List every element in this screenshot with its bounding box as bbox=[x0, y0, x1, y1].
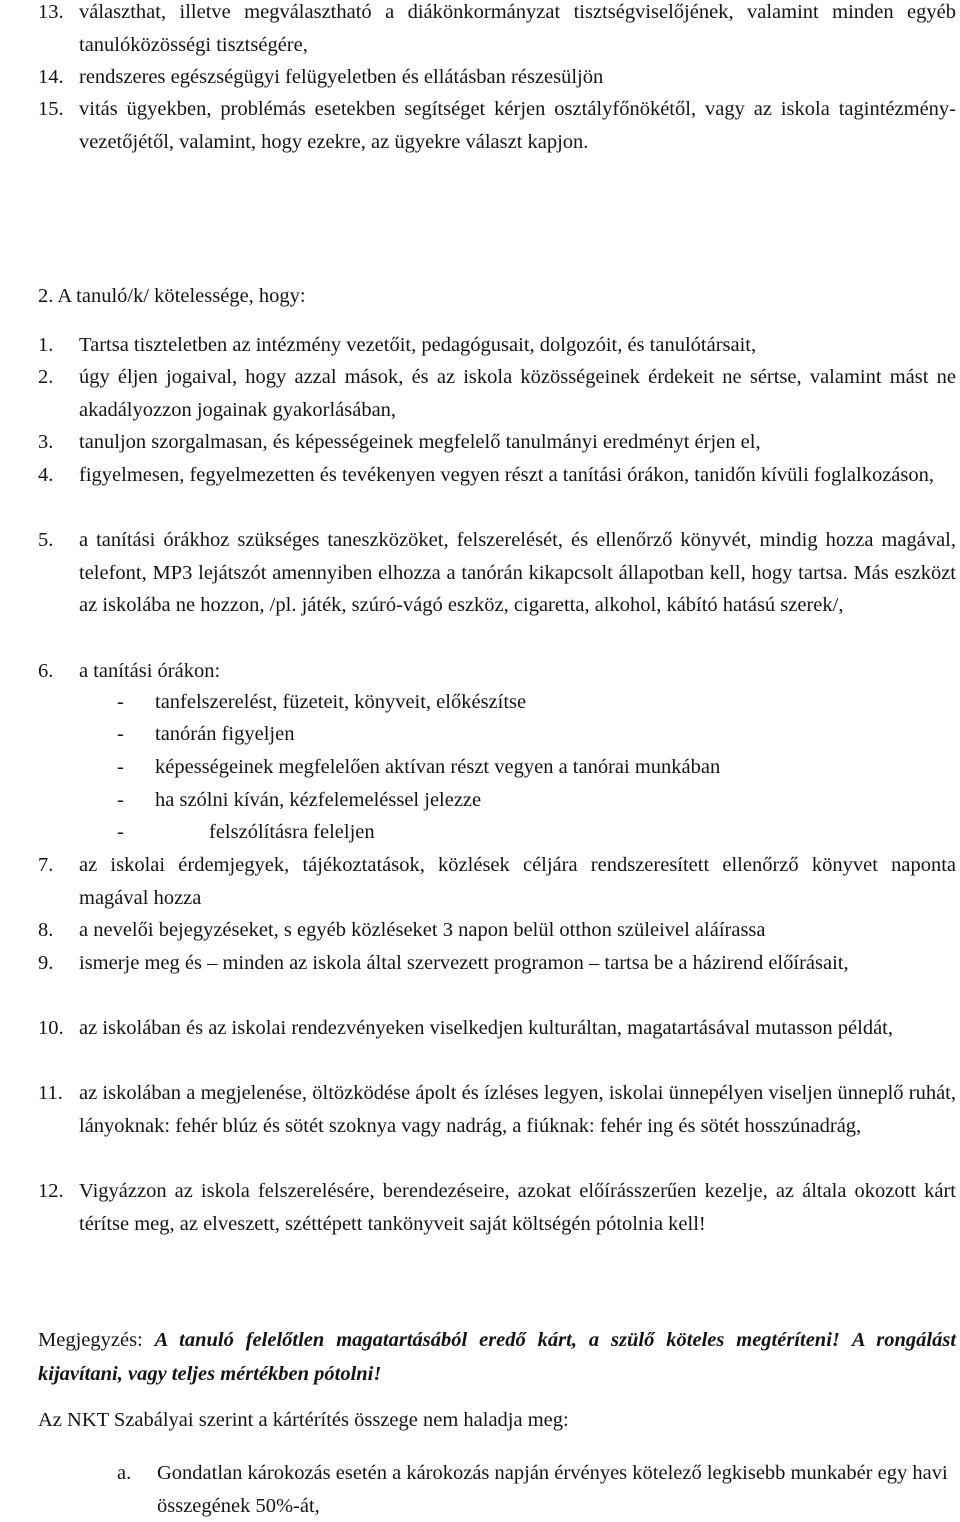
duty-item-7 bbox=[38, 849, 956, 914]
duty-item-1 bbox=[38, 329, 956, 362]
duty-item-6 bbox=[38, 655, 956, 688]
item-number: 14. bbox=[38, 66, 64, 88]
item-text: a tanítási órákon: bbox=[79, 660, 221, 682]
item-text: az iskolában és az iskolai rendezvényeken viselkedjen kulturáltan, magatartásával mutasson példát, bbox=[79, 1017, 894, 1039]
item-text: a tanítási órákhoz szükséges taneszközöket, felszerelését, és ellenőrző könyvét, mindig hozza magával, telefont, MP3 lejátszót amennyiben elhozza a tanórán kikapcsolt állapotban kell, hogy tartsa. Más eszközt az iskolába ne hozzon, /pl. játék, szúró-vágó eszköz, cigaretta, alkohol, kábító hatású szerek/, bbox=[79, 529, 956, 616]
item-text: figyelmesen, fegyelmezetten és tevékenyen vegyen részt a tanítási órákon, tanidőn kívüli foglalkozáson, bbox=[79, 464, 935, 486]
item-text: az iskolában a megjelenése, öltözködése ápolt és ízléses legyen, iskolai ünnepélyen viseljen ünneplő ruhát, lányoknak: fehér blúz és sötét szoknya vagy nadrág, a fiúknak: fehér ing és sötét hosszúnadrág, bbox=[79, 1082, 956, 1137]
duty-item-5 bbox=[38, 524, 956, 622]
item-number: 2. bbox=[38, 366, 54, 388]
item-text: Gondatlan károkozás esetén a károkozás napján érvényes kötelező legkisebb munkabér egy havi összegének 50%-át, bbox=[157, 1462, 948, 1517]
note-label: Megjegyzés: bbox=[38, 1329, 143, 1351]
item-text: a nevelői bejegyzéseket, s egyéb közléseket 3 napon belül otthon szüleivel aláírassa bbox=[79, 919, 766, 941]
rule-text: képességeinek megfelelően aktívan részt vegyen a tanórai munkában bbox=[155, 756, 721, 778]
item-number: 7. bbox=[38, 854, 54, 876]
duty-item-2 bbox=[38, 361, 956, 426]
item-number: 15. bbox=[38, 98, 64, 120]
damage-note bbox=[38, 1323, 956, 1391]
duty-item-4 bbox=[38, 459, 956, 492]
item-text: ismerje meg és – minden az iskola által szervezett programon – tartsa be a házirend előírásait, bbox=[79, 952, 849, 974]
item-number: 8. bbox=[38, 919, 54, 941]
item-number: 10. bbox=[38, 1017, 64, 1039]
item-number: 13. bbox=[38, 1, 64, 23]
section-heading: 2. A tanuló/k/ kötelessége, hogy: bbox=[38, 285, 306, 307]
duty-item-11 bbox=[38, 1077, 956, 1142]
item-number: 9. bbox=[38, 952, 54, 974]
item-text: tanuljon szorgalmasan, és képességeinek megfelelő tanulmányi eredményt érjen el, bbox=[79, 431, 761, 453]
nkt-item-a bbox=[117, 1457, 957, 1522]
item-text: vitás ügyekben, problémás esetekben segítséget kérjen osztályfőnökétől, vagy az iskola tagintézmény-vezetőjétől, valamint, hogy ezekre, az ügyekre választ kapjon. bbox=[79, 98, 956, 153]
item-text: Vigyázzon az iskola felszerelésére, berendezéseire, azokat előírásszerűen kezelje, az általa okozott kárt térítse meg, az elveszett, széttépett tankönyveit saját költségén pótolnia kell! bbox=[79, 1180, 956, 1235]
item-number: 3. bbox=[38, 431, 54, 453]
item-text: Tartsa tiszteletben az intézmény vezetőit, pedagógusait, dolgozóit, és tanulótársait, bbox=[79, 334, 757, 356]
rights-item-14 bbox=[38, 61, 956, 94]
item-number: 6. bbox=[38, 660, 54, 682]
item-number: 11. bbox=[38, 1082, 63, 1104]
item-number: 12. bbox=[38, 1180, 64, 1202]
item-number: 4. bbox=[38, 464, 54, 486]
note-text-main: A tanuló felelőtlen magatartásából eredő kárt, a szülő köteles megtéríteni! bbox=[154, 1329, 840, 1351]
rule-text: felszólításra feleljen bbox=[209, 821, 375, 843]
rule-text: tanórán figyeljen bbox=[155, 723, 295, 745]
item-text: úgy éljen jogaival, hogy azzal mások, és az iskola közösségeinek érdekeit ne sértse, valamint mást ne akadályozzon jogainak gyakorlásában, bbox=[79, 366, 956, 421]
duty-item-12 bbox=[38, 1175, 956, 1240]
dash-marker: - bbox=[117, 756, 124, 778]
item-text: az iskolai érdemjegyek, tájékoztatások, közlések céljára rendszeresített ellenőrző könyvet naponta magával hozza bbox=[79, 854, 956, 909]
item-letter: a. bbox=[117, 1462, 132, 1484]
note-text-secondary: A rongálást kijavítani, vagy teljes mértékben pótolni! bbox=[38, 1329, 957, 1385]
nkt-intro: Az NKT Szabályai szerint a kártérítés összege nem haladja meg: bbox=[38, 1409, 569, 1431]
dash-marker: - bbox=[117, 821, 124, 843]
rule-text: ha szólni kíván, kézfelemeléssel jelezze bbox=[155, 789, 482, 811]
item-text: rendszeres egészségügyi felügyeletben és ellátásban részesüljön bbox=[79, 66, 604, 88]
duty-item-9 bbox=[38, 947, 956, 980]
duty-item-10 bbox=[38, 1012, 956, 1045]
dash-marker: - bbox=[117, 723, 124, 745]
rights-item-13 bbox=[38, 0, 956, 61]
duty-item-8 bbox=[38, 914, 956, 947]
duty-item-3 bbox=[38, 426, 956, 459]
item-text: választhat, illetve megválasztható a diákönkormányzat tisztségviselőjének, valamint minden egyéb tanulóközösségi tisztségére, bbox=[79, 1, 956, 56]
item-number: 5. bbox=[38, 529, 54, 551]
dash-marker: - bbox=[117, 691, 124, 713]
item-number: 1. bbox=[38, 334, 54, 356]
rule-text: tanfelszerelést, füzeteit, könyveit, előkészítse bbox=[155, 691, 527, 713]
dash-marker: - bbox=[117, 789, 124, 811]
rights-item-15 bbox=[38, 93, 956, 158]
